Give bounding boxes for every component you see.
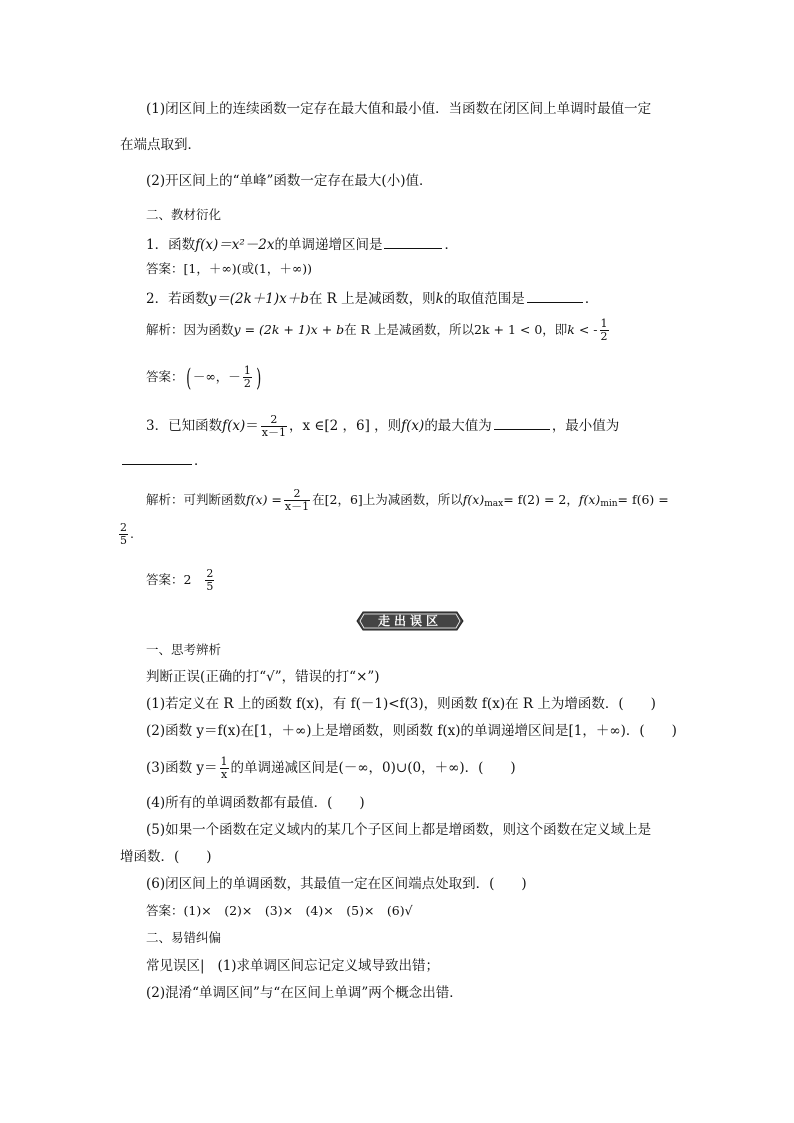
judge-item-3-pre: (3)函数 y＝ [146, 760, 218, 777]
question-1-pre: 1．函数 [146, 237, 196, 253]
common-error-text: (1)求单调区间忘记定义域导致出错； [217, 958, 440, 974]
fraction [284, 488, 310, 513]
fraction-denominator: 2 [600, 329, 608, 343]
solution-2-text2: 在 R 上是减函数，所以 [344, 322, 474, 338]
answer-3-val1: 2 [183, 572, 192, 588]
solution-3-text1: 可判断函数 [183, 492, 247, 508]
answer-label: 答案： [146, 261, 184, 276]
answer-blank [384, 236, 442, 249]
fraction [600, 318, 609, 343]
fraction-numerator: 1 [600, 317, 608, 330]
question-3-post: ，最小值为 [551, 418, 620, 435]
judge-item-2: (2)函数 y＝f(x)在[1，＋∞)上是增函数，则函数 f(x)的单调递增区间是[1，＋∞)．( ) [146, 723, 677, 739]
fraction [261, 414, 287, 439]
solution-2 [146, 318, 611, 343]
judge-answers [146, 905, 413, 918]
question-3-end: ． [194, 453, 208, 469]
solution-label: 解析： [146, 492, 184, 508]
question-2-var: k [435, 291, 444, 307]
answer-1-text: [1，＋∞)(或(1，＋∞)) [183, 261, 313, 276]
question-3-pre: 3．已知函数 [146, 418, 223, 435]
left-paren: ( [185, 363, 191, 392]
common-error-1 [146, 960, 439, 974]
fraction [119, 522, 128, 547]
common-error-2: (2)混淆“单调区间”与“在区间上单调”两个概念出错． [146, 985, 463, 1001]
question-1-post: 的单调递增区间是 [274, 237, 383, 253]
judge-item-5-line-1: (5)如果一个函数在定义域内的某几个子区间上都是增函数，则这个函数在定义域上是 [146, 822, 652, 838]
judge-item-6: (6)闭区间上的单调函数，其最值一定在区间端点处取到．( ) [146, 876, 527, 892]
right-paren: ) [255, 363, 262, 392]
fraction-denominator: 5 [206, 579, 214, 593]
judge-intro: 判断正误(正确的打“√”，错误的打“×”) [146, 669, 380, 685]
fraction-denominator: 5 [120, 533, 127, 547]
question-3-eq: ＝ [245, 418, 259, 435]
judge-item-4: (4)所有的单调函数都有最值．( ) [146, 795, 365, 811]
fraction-numerator: 2 [284, 488, 310, 501]
question-2-formula: y＝(2k＋1)x＋b [208, 291, 309, 307]
answer-label: 答案： [146, 572, 184, 588]
question-3 [146, 414, 619, 439]
section-heading-error: 二、易错纠偏 [146, 930, 222, 945]
fraction-denominator: 2 [243, 376, 251, 390]
question-1-end: ． [444, 237, 458, 253]
question-1-formula: f(x)＝x²－2x [195, 237, 275, 253]
paragraph-1-line-2: 在端点取到． [120, 137, 201, 153]
paragraph-2: (2)开区间上的“单峰”函数一定存在最大(小)值． [146, 173, 433, 189]
fraction-denominator: x－1 [284, 499, 310, 513]
fraction-numerator: 2 [120, 521, 127, 534]
fraction [220, 756, 229, 781]
judge-answers-text: (1)× (2)× (3)× (4)× (5)× (6)√ [183, 903, 413, 918]
solution-3 [146, 488, 669, 513]
section-heading-textbook: 二、教材衍化 [146, 207, 222, 222]
answer-2 [146, 365, 263, 390]
banner-label: 走出误区 [377, 614, 442, 628]
common-error-label: 常见误区| [146, 958, 205, 974]
question-3-fx2: f(x) [401, 418, 425, 435]
fraction-denominator: x [220, 767, 228, 781]
solution-3-max: f(x) [462, 492, 485, 508]
question-2-mid: 在 R 上是减函数，则 [308, 291, 436, 307]
fraction-numerator: 1 [243, 364, 251, 377]
answer-blank [527, 290, 583, 303]
question-2 [146, 290, 598, 307]
solution-2-k: k < - [567, 322, 598, 338]
solution-3-max-sub: max [484, 499, 504, 510]
solution-3-max-val: = f(2) = 2， [503, 492, 579, 508]
answer-blank-max [494, 417, 550, 430]
question-3-fx: f(x) [222, 418, 246, 435]
solution-2-text1: 因为函数 [183, 322, 234, 338]
solution-3-fx: f(x) = [246, 492, 282, 508]
fraction-denominator: x－1 [261, 425, 286, 439]
answer-label: 答案： [146, 903, 184, 918]
judge-item-1: (1)若定义在 R 上的函数 f(x)，有 f(－1)<f(3)，则函数 f(x)在 R 上为增函数．( ) [146, 696, 656, 712]
solution-3-line-2 [117, 522, 134, 547]
question-2-pre: 2．若函数 [146, 291, 209, 307]
paragraph-1-line-1: (1)闭区间上的连续函数一定存在最大值和最小值．当函数在闭区间上单调时最值一定 [146, 101, 652, 117]
question-3-domain: ，x ∈[2 ，6] ，则 [288, 418, 402, 435]
section-heading-think: 一、思考辨析 [146, 642, 222, 657]
solution-3-min-sub: min [600, 499, 618, 510]
solution-label: 解析： [146, 322, 184, 338]
section-banner [355, 611, 465, 631]
fraction-numerator: 2 [261, 414, 287, 427]
answer-blank-min [122, 452, 192, 465]
judge-item-3 [146, 756, 516, 781]
fraction [243, 365, 252, 390]
solution-3-end: . [130, 526, 134, 542]
answer-label: 答案： [146, 369, 184, 385]
solution-2-formula: y = (2k + 1)x + b [233, 322, 345, 338]
question-1 [146, 236, 458, 253]
judge-item-5-line-2: 增函数．( ) [120, 849, 212, 865]
answer-2-text: －∞，－ [192, 369, 241, 385]
question-3-line-2 [120, 452, 208, 469]
question-2-end: ． [584, 291, 599, 307]
fraction-numerator: 2 [206, 567, 214, 580]
judge-item-3-post: 的单调递减区间是(－∞，0)∪(0，＋∞)．( ) [230, 760, 516, 777]
fraction-numerator: 1 [220, 755, 228, 768]
solution-3-text2: 在[2，6]上为减函数，所以 [312, 492, 463, 508]
solution-3-min-val: = f(6) = [617, 492, 669, 508]
question-3-mid: 的最大值为 [424, 418, 492, 435]
question-2-post: 的取值范围是 [443, 291, 525, 307]
answer-1 [146, 263, 312, 276]
solution-2-ineq: 2k + 1 < 0，即 [474, 322, 568, 338]
answer-3 [146, 568, 216, 593]
solution-3-min: f(x) [578, 492, 601, 508]
fraction [205, 568, 214, 593]
